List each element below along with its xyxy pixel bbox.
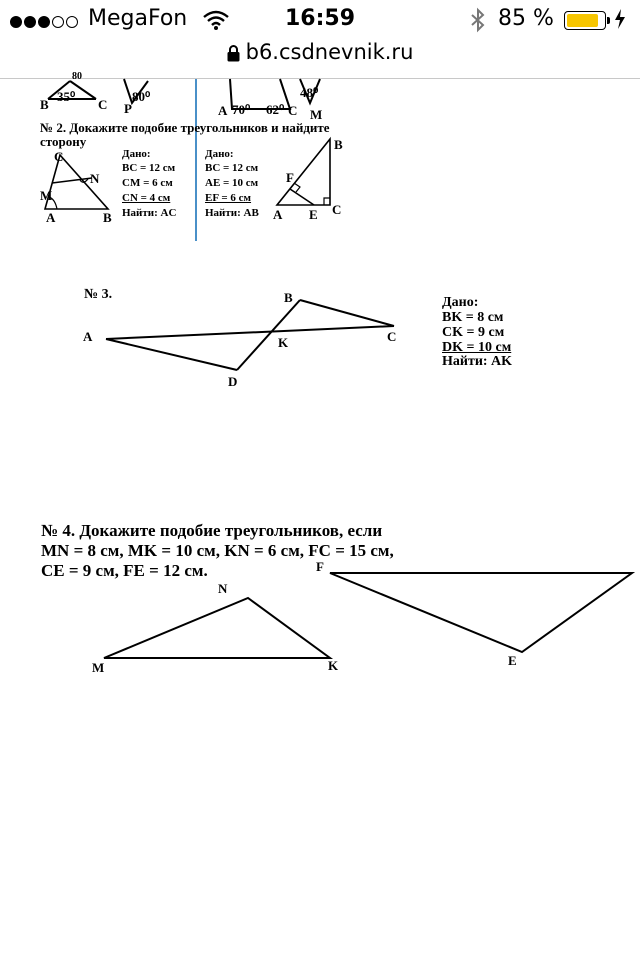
p4-label-e: E [508,653,517,668]
problem4-title-line2: MN = 8 см, MK = 10 см, KN = 6 см, FC = 15 см, [41,541,394,560]
battery-icon [564,11,606,30]
p2-right-label-e: E [309,207,318,222]
problem3-title: № 3. [84,287,113,302]
p2-right-label-f: F [286,170,294,185]
p2-left-find: Найти: AC [122,207,177,219]
worksheet-image [0,71,640,960]
p2-right-find: Найти: AB [205,207,259,219]
p2-right-triangle [277,139,330,205]
problem2-title-line1: № 2. Докажите подобие треугольников и найдите [40,120,330,135]
p3-label-d: D [228,374,238,389]
status-bar [0,0,640,40]
p2-right-given-0: BC = 12 см [205,162,259,174]
clock: 16:59 [284,6,356,31]
segment-ac [106,326,394,339]
charging-icon [614,8,626,34]
p3-label-c: C [387,329,397,344]
triangle-mnk [104,598,330,658]
problem2-title-line2: сторону [40,134,87,149]
p2-right-segment-ef [290,189,314,205]
p2-left-label-b: B [103,210,112,225]
p2-left-given-2: CN = 4 см [122,192,171,204]
p2-left-given-0: BC = 12 см [122,162,176,174]
address-bar[interactable] [0,40,640,76]
p1-label-b: B [40,97,49,112]
url-text: b6.csdnevnik.ru [245,40,414,64]
bluetooth-icon [470,8,486,36]
p3-label-a: A [83,329,93,344]
problem4-title-line3: CE = 9 см, FE = 12 см. [41,561,208,580]
p3-given-1: CK = 9 см [442,325,505,340]
carrier-name: MegaFon [88,6,188,31]
lock-icon [227,43,240,67]
segment-ad [106,339,237,370]
problem4-title-line1: № 4. Докажите подобие треугольников, если [41,521,383,540]
p4-label-n: N [218,581,228,596]
segment-bc [300,300,394,326]
p3-find: Найти: AK [442,354,513,369]
p2-left-label-c: C [54,149,64,164]
p2-right-label-b: B [334,137,343,152]
p1-angle-35: 35⁰ [57,89,76,104]
p4-label-m: M [92,660,105,675]
p1-label-c: C [98,97,108,112]
p2-right-label-a: A [273,207,283,222]
p4-label-f: F [316,559,324,574]
p2-left-given-1: CM = 6 см [122,177,173,189]
p1-label-c2: C [288,103,298,118]
p1-angle-62: 62⁰ [266,102,285,117]
p1-angle-80: 80⁰ [132,89,151,104]
p1-label-p: P [124,101,132,116]
battery-percent: 85 % [498,6,554,31]
p2-left-given-header: Дано: [122,148,151,160]
triangle-fce [330,573,632,652]
p2-left-label-a: A [46,210,56,225]
segment-db [237,300,300,370]
p1-angle-70: 70⁰ [232,102,251,117]
p4-label-k: K [328,658,339,673]
p3-given-0: BK = 8 см [442,310,504,325]
p1-angle-48: 48⁰ [300,85,319,100]
p1-tri1-top-angle: 80 [72,71,82,82]
p2-right-given-1: AE = 10 см [205,177,259,189]
p2-left-label-n: N [90,171,100,186]
p3-given-2: DK = 10 см [442,340,512,355]
p1-label-a: A [218,103,228,118]
p2-right-given-2: EF = 6 см [205,192,252,204]
p2-left-label-m: M [40,188,53,203]
p3-given-header: Дано: [442,295,479,310]
p3-label-b: B [284,290,293,305]
p3-label-k: K [278,335,289,350]
p2-right-label-c: C [332,202,342,217]
p1-label-m: M [310,107,323,122]
p2-right-given-header: Дано: [205,148,234,160]
